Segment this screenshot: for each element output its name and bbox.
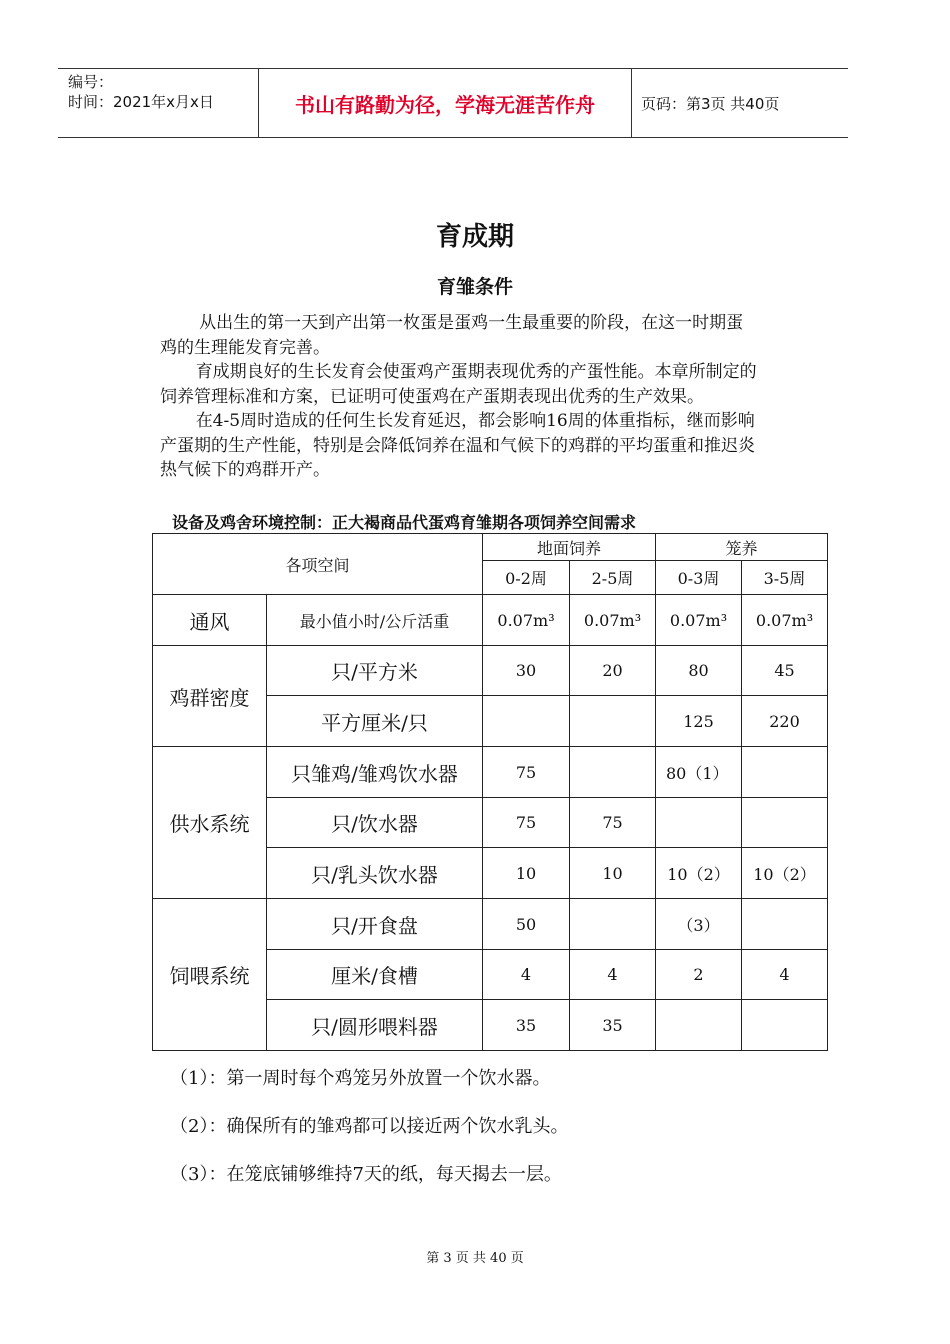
table-cell bbox=[742, 899, 828, 950]
column-header: 2-5周 bbox=[570, 561, 656, 595]
body-text bbox=[160, 311, 760, 483]
section-label: 通风 bbox=[153, 595, 267, 646]
row-label: 只/圆形喂料器 bbox=[267, 1000, 483, 1051]
table-cell: 125 bbox=[656, 696, 742, 747]
header-meta bbox=[58, 69, 258, 137]
column-header: 0-3周 bbox=[656, 561, 742, 595]
paragraph: 在4-5周时造成的任何生长发育延迟，都会影响16周的体重指标，继而影响产蛋期的生产性能，特别是会降低饲养在温和气候下的鸡群的平均蛋重和推迟炎热气候下的鸡群开产。 bbox=[160, 411, 755, 480]
note: （3）：在笼底铺够维持7天的纸，每天揭去一层。 bbox=[170, 1164, 562, 1185]
table-notes bbox=[170, 1063, 568, 1207]
row-label: 只雏鸡/雏鸡饮水器 bbox=[267, 747, 483, 798]
row-label: 厘米/食槽 bbox=[267, 950, 483, 1000]
table-cell bbox=[570, 899, 656, 950]
header-page-number: 页码：第3页 共40页 bbox=[641, 94, 780, 113]
table-cell: 10 bbox=[570, 848, 656, 899]
column-header: 3-5周 bbox=[742, 561, 828, 595]
group-header-cage: 笼养 bbox=[656, 534, 828, 561]
table-cell: 75 bbox=[570, 798, 656, 848]
page-footer: 第 3 页 共 40 页 bbox=[426, 1251, 524, 1266]
space-requirements-table bbox=[152, 533, 828, 1051]
table-cell bbox=[742, 1000, 828, 1051]
paragraph: 从出生的第一天到产出第一枚蛋是蛋鸡一生最重要的阶段，在这一时期蛋鸡的生理能发育完善。 bbox=[160, 313, 744, 358]
section-subtitle: 育雏条件 bbox=[436, 276, 513, 298]
table-cell: 0.07m³ bbox=[570, 595, 656, 646]
table-cell: 30 bbox=[483, 646, 570, 696]
table-cell: 2 bbox=[656, 950, 742, 1000]
row-label: 只/平方米 bbox=[267, 646, 483, 696]
header-motto: 书山有路勤为径，学海无涯苦作舟 bbox=[295, 92, 595, 117]
table-cell: 35 bbox=[483, 1000, 570, 1051]
row-label: 平方厘米/只 bbox=[267, 696, 483, 747]
table-cell: 4 bbox=[483, 950, 570, 1000]
table-cell bbox=[570, 747, 656, 798]
doc-date-label: 时间：2021年x月x日 bbox=[68, 93, 214, 111]
row-label: 只/饮水器 bbox=[267, 798, 483, 848]
table-cell bbox=[656, 798, 742, 848]
table-cell: 0.07m³ bbox=[656, 595, 742, 646]
column-header: 0-2周 bbox=[483, 561, 570, 595]
group-header-floor: 地面饲养 bbox=[483, 534, 656, 561]
table-cell: （3） bbox=[656, 899, 742, 950]
table-row bbox=[153, 899, 828, 950]
table-cell bbox=[570, 696, 656, 747]
table-cell: 50 bbox=[483, 899, 570, 950]
table-caption: 设备及鸡舍环境控制：正大褐商品代蛋鸡育雏期各项饲养空间需求 bbox=[172, 513, 637, 532]
page-header bbox=[58, 68, 848, 138]
table-cell: 80 bbox=[656, 646, 742, 696]
table-cell: 75 bbox=[483, 747, 570, 798]
table-cell: 0.07m³ bbox=[742, 595, 828, 646]
table-row bbox=[153, 747, 828, 798]
table-cell: 4 bbox=[742, 950, 828, 1000]
table-cell bbox=[742, 747, 828, 798]
section-label: 鸡群密度 bbox=[153, 646, 267, 747]
row-label: 最小值小时/公斤活重 bbox=[267, 595, 483, 646]
table-cell: 75 bbox=[483, 798, 570, 848]
table-cell: 10（2） bbox=[656, 848, 742, 899]
doc-number-label: 编号： bbox=[68, 73, 114, 91]
section-label: 供水系统 bbox=[153, 747, 267, 899]
table-cell: 4 bbox=[570, 950, 656, 1000]
note: （1）：第一周时每个鸡笼另外放置一个饮水器。 bbox=[170, 1068, 551, 1089]
table-row bbox=[153, 595, 828, 646]
table-cell bbox=[742, 798, 828, 848]
table-cell: 10（2） bbox=[742, 848, 828, 899]
table-cell: 10 bbox=[483, 848, 570, 899]
row-label: 只/乳头饮水器 bbox=[267, 848, 483, 899]
table-row bbox=[153, 646, 828, 696]
note: （2）：确保所有的雏鸡都可以接近两个饮水乳头。 bbox=[170, 1116, 569, 1137]
table-cell: 220 bbox=[742, 696, 828, 747]
table-cell: 35 bbox=[570, 1000, 656, 1051]
table-corner-header: 各项空间 bbox=[153, 534, 483, 595]
header-divider bbox=[631, 69, 632, 137]
table-cell: 80（1） bbox=[656, 747, 742, 798]
page-title: 育成期 bbox=[435, 222, 514, 252]
row-label: 只/开食盘 bbox=[267, 899, 483, 950]
table-cell: 20 bbox=[570, 646, 656, 696]
table-cell: 45 bbox=[742, 646, 828, 696]
table-cell: 0.07m³ bbox=[483, 595, 570, 646]
paragraph: 育成期良好的生长发育会使蛋鸡产蛋期表现优秀的产蛋性能。本章所制定的饲养管理标准和方案，已证明可使蛋鸡在产蛋期表现出优秀的生产效果。 bbox=[160, 362, 757, 407]
table-cell bbox=[483, 696, 570, 747]
section-label: 饲喂系统 bbox=[153, 899, 267, 1051]
table-cell bbox=[656, 1000, 742, 1051]
